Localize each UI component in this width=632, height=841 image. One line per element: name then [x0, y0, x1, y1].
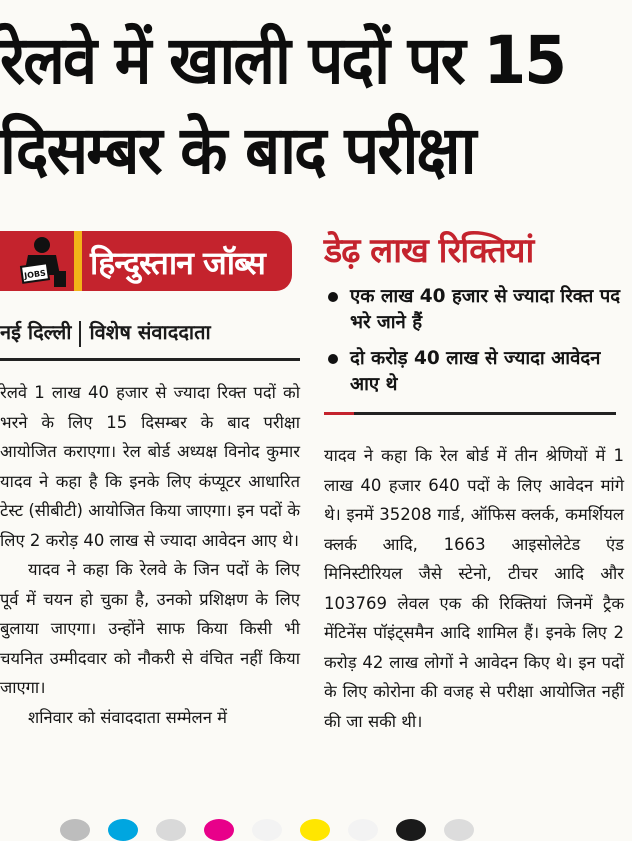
jobs-emblem-icon	[8, 231, 72, 291]
print-mark-dot	[252, 819, 282, 841]
print-mark-dot	[60, 819, 90, 841]
brand-badge	[0, 231, 292, 291]
byline-separator	[79, 321, 81, 347]
highlight-item: एक लाख 40 हजार से ज्यादा रिक्त पद भरे जाने हैं	[324, 284, 624, 336]
bullet-icon	[328, 292, 338, 302]
brand-stripe	[74, 231, 82, 291]
article-paragraph: शनिवार को संवाददाता सम्मेलन में	[28, 707, 228, 727]
byline	[0, 318, 211, 347]
print-mark-dot	[108, 819, 138, 841]
article-paragraph: यादव ने कहा कि रेलवे के जिन पदों के लिए पूर्व में चयन हो चुका है, उनको प्रशिक्षण के लिए बुलाया जाएगा। उन्होंने साफ किया किसी भी चयनित उम्मीदवार को नौकरी से वंचित नहीं किया जाएगा।	[0, 560, 300, 697]
article-paragraph: यादव ने कहा कि रेल बोर्ड में तीन श्रेणियों में 1 लाख 40 हजार 640 पदों के लिए आवेदन मांगे थे। इनमें 35208 गार्ड, ऑफिस क्लर्क, कमर्शियल क्लर्क आदि, 1663 आइसोलेटेड एंड मिनिस्टीरियल जैसे स्टेनो, टीचर आदि और 103769 लेवल एक की रिक्तियां जिनमें ट्रैक मेंटिनेंस पॉइंट्समैन आदि शामिल हैं। इनके लिए 2 करोड़ 42 लाख लोगों ने आवेदन किए थे। इन पदों के लिए कोरोना की वजह से परीक्षा आयोजित नहीं की जा सकी थी।	[324, 446, 624, 731]
byline-reporter: विशेष संवाददाता	[89, 320, 211, 344]
print-mark-dot	[300, 819, 330, 841]
print-mark-dot	[348, 819, 378, 841]
print-color-bar	[0, 815, 632, 835]
divider-right-accent	[324, 412, 354, 415]
divider-left-top	[0, 358, 300, 361]
headline-line-2: दिसम्बर के बाद परीक्षा	[0, 112, 475, 189]
headline-line-1: रेलवे में खाली पदों पर 15	[0, 22, 566, 99]
brand-name: हिन्दुस्तान जॉब्स	[90, 244, 265, 282]
highlights-title: डेढ़ लाख रिक्तियां	[324, 231, 534, 271]
print-mark-dot	[396, 819, 426, 841]
article-paragraph: रेलवे 1 लाख 40 हजार से ज्यादा रिक्त पदों को भरने के लिए 15 दिसम्बर के बाद परीक्षा आयोजित कराएगा। रेल बोर्ड अध्यक्ष विनोद कुमार यादव ने कहा है कि इनके लिए कंप्यूटर आधारित टेस्ट (सीबीटी) आयोजित किया जाएगा। इन पदों के लिए 2 करोड़ 40 लाख से ज्यादा आवेदन आए थे।	[0, 383, 300, 550]
highlights-list	[324, 284, 624, 408]
print-mark-dot	[204, 819, 234, 841]
byline-city: नई दिल्ली	[0, 320, 72, 344]
print-mark-dot	[156, 819, 186, 841]
article-column-left	[0, 378, 300, 732]
highlight-item: दो करोड़ 40 लाख से ज्यादा आवेदन आए थे	[324, 346, 624, 398]
bullet-icon	[328, 354, 338, 364]
divider-right	[354, 412, 616, 415]
print-mark-dot	[444, 819, 474, 841]
article-column-right	[324, 441, 624, 736]
svg-text:JOBS: JOBS	[23, 268, 47, 281]
